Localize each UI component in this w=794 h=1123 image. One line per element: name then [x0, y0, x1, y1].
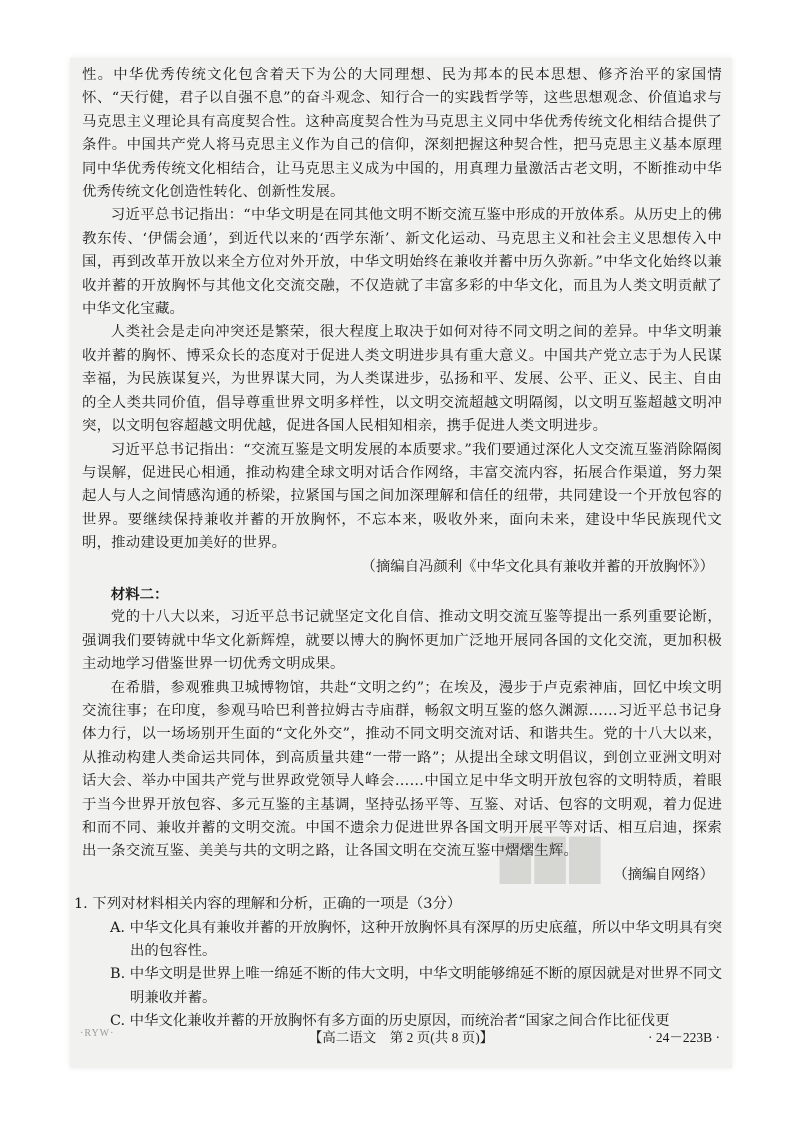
- passage-paragraph-1: 性。中华优秀传统文化包含着天下为公的大同理想、民为邦本的民本思想、修齐治平的家国情怀、“天行健，君子以自强不息”的奋斗观念、知行合一的实践哲学等，这些思想观念、价值追求与马克思主义理论具有高度契合性。这种高度契合性为马克思主义同中华优秀传统文化相结合提供了条件。中国共产党人将马克思主义作为自己的信仰，深刻把握这种契合性，把马克思主义基本原理同中华优秀传统文化相结合，让马克思主义成为中国的，用真理力量激活古老文明，不断推动中华优秀传统文化创造性转化、创新性发展。: [82, 67, 722, 201]
- question-1-option-c: C. 中华文化兼收并蓄的开放胸怀有多方面的历史原因，而统治者“国家之间合作比征伐更: [110, 1013, 670, 1030]
- question-1-option-b: B. 中华文明是世界上唯一绵延不断的伟大文明，中华文明能够绵延不断的原因就是对世界不同文明兼收并蓄。: [110, 966, 722, 1006]
- footer-page-info: 【高二语文 第 2 页(共 8 页)】: [308, 1030, 494, 1045]
- source-citation-1: （摘编自冯颜利《中华文化具有兼收并蓄的开放胸怀》）: [361, 558, 714, 575]
- footer-exam-code: · 24－223B ·: [648, 1030, 720, 1045]
- page-footer: [70, 1026, 732, 1056]
- exam-page: [70, 58, 732, 1068]
- footer-scan-mark: ·RYW·: [80, 1028, 115, 1039]
- passage-paragraph-4: 习近平总书记指出：“交流互鉴是文明发展的本质要求。”我们要通过深化人文交流互鉴消除隔阂与误解，促进民心相通，推动构建全球文明对话合作网络，丰富交流内容，拓展合作渠道，努力架起人与人之间情感沟通的桥梁，拉紧国与国之间加深理解和信任的纽带，共同建设一个开放包容的世界。要继续保持兼收并蓄的开放胸怀，不忘本来，吸收外来，面向未来，建设中华民族现代文明，推动建设更加美好的世界。: [82, 441, 722, 552]
- passage-paragraph-5: 党的十八大以来，习近平总书记就坚定文化自信、推动文明交流互鉴等提出一系列重要论断，强调我们要铸就中华文化新辉煌，就要以博大的胸怀更加广泛地开展同各国的文化交流，更加积极主动地学习借鉴世界一切优秀文明成果。: [82, 609, 722, 673]
- question-1-stem: 1. 下列对材料相关内容的理解和分析，正确的一项是（3分）: [74, 896, 462, 913]
- passage-paragraph-3: 人类社会是走向冲突还是繁荣，很大程度上取决于如何对待不同文明之间的差异。中华文明兼收并蓄的胸怀、博采众长的态度对于促进人类文明进步具有重大意义。中国共产党立志于为人民谋幸福，为民族谋复兴，为世界谋大同，为人类谋进步，弘扬和平、发展、公平、正义、民主、自由的全人类共同价值，倡导尊重世界文明多样性，以文明交流超越文明隔阂，以文明互鉴超越文明冲突，以文明包容超越文明优越，促进各国人民相知相亲，携手促进人类文明进步。: [82, 324, 722, 435]
- passage-paragraph-6: 在希腊，参观雅典卫城博物馆，共赴“文明之约”；在埃及，漫步于卢克索神庙，回忆中埃文明交流往事；在印度，参观马哈巴利普拉姆古寺庙群，畅叙文明互鉴的悠久渊源……习近平总书记身体力行，以一场场别开生面的“文化外交”，推动不同文明交流对话、和谐共生。党的十八大以来，从推动构建人类命运共同体，到高质量共建“一带一路”；从提出全球文明倡议，到创立亚洲文明对话大会、举办中国共产党与世界政党领导人峰会……中国立足中华文明开放包容的文明特质，着眼于当今世界开放包容、多元互鉴的主基调，坚持弘扬平等、互鉴、对话、包容的文明观，着力促进和而不同、兼收并蓄的文明交流。中国不遗余力促进世界各国文明开展平等对话、相互启迪，探索出一条交流互鉴、美美与共的文明之路，让各国文明在交流互鉴中熠熠生辉。: [82, 679, 722, 860]
- bleed-through-mark: ███: [500, 838, 605, 884]
- source-citation-2: （摘编自网络）: [613, 866, 714, 883]
- material-2-heading: 材料二：: [110, 585, 169, 603]
- question-1-option-a: A. 中华文化具有兼收并蓄的开放胸怀，这种开放胸怀具有深厚的历史底蕴，所以中华文明具有突出的包容性。: [110, 919, 722, 960]
- passage-paragraph-2: 习近平总书记指出：“中华文明是在同其他文明不断交流互鉴中形成的开放体系。从历史上的佛教东传、‘伊儒会通’，到近代以来的‘西学东渐’、新文化运动、马克思主义和社会主义思想传入中国，再到改革开放以来全方位对外开放，中华文明始终在兼收并蓄中历久弥新。”中华文化始终以兼收并蓄的开放胸怀与其他文化交流交融，不仅造就了丰富多彩的中华文化，而且为人类文明贡献了中华文化宝藏。: [82, 207, 722, 318]
- page-content: [74, 64, 722, 1034]
